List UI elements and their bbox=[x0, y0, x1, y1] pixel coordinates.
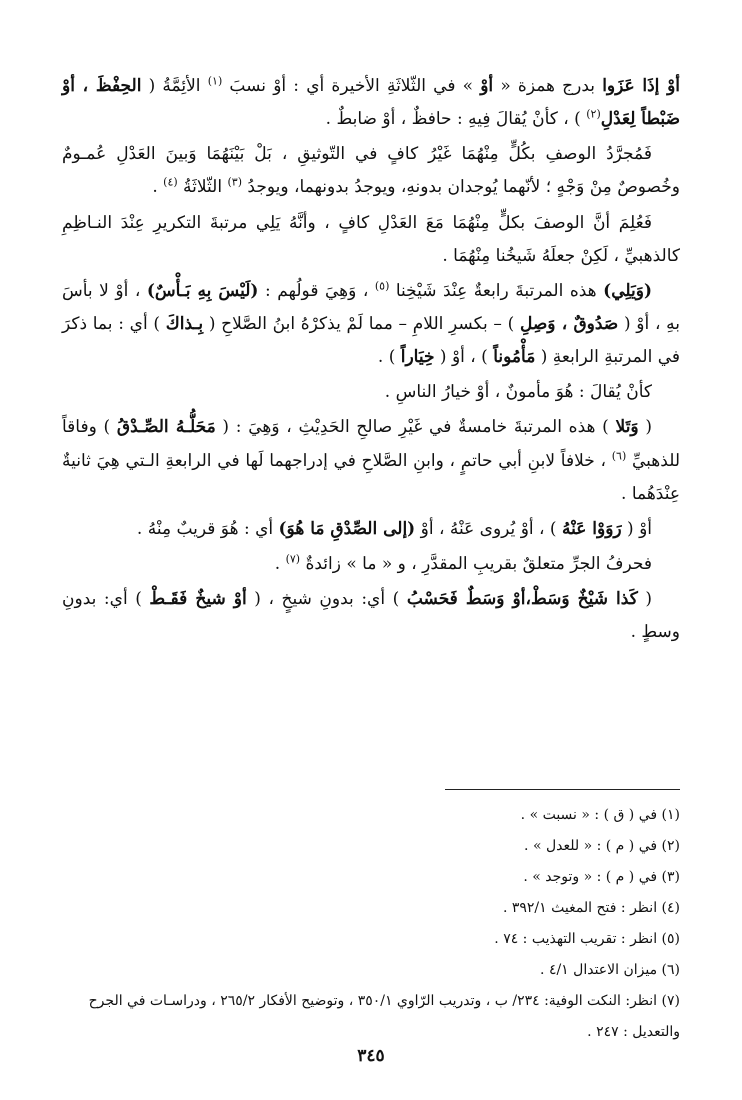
verse-term: أوْ شيخٌ فَقَـطْ bbox=[149, 589, 247, 610]
verse-term: (إلى الصِّدْقِ مَا هُوَ) bbox=[278, 518, 416, 539]
footnote-1: (١) في ( ق ) : « نسبت » . bbox=[520, 807, 680, 823]
paragraph-1: أوْ إذَا عَزَوا بدرج همزة « أوْ » في الثّلاثَةِ الأخيرة أي : أوْ نسبَ $^{(١)}$ الأئِمَّةُ ( الحِفْظَ ، أوْ ضَبْطاً لِعَدْلِ$^{(٢)}$ ) ، كأنْ يُقالَ فِيهِ : حافظٌ ، أوْ ضابطٌ . bbox=[62, 74, 681, 130]
footnote-5: (٥) انظر : تقريب التهذيب : ٧٤ . bbox=[494, 931, 680, 947]
page-number: ٣٤٥ bbox=[357, 1046, 385, 1066]
main-text bbox=[62, 70, 680, 651]
paragraph-8: فحرفُ الجرِّ متعلقٌ بقريبِ المقدَّرِ ، و « ما » زائدةٌ $^{(٧)}$ . bbox=[274, 552, 652, 574]
verse-term: رَوَوْا عَنْهُ bbox=[561, 518, 622, 539]
footnote-4: (٤) انظر : فتح المغيث ٣٩٢/١ . bbox=[502, 900, 680, 916]
footnote-6: (٦) ميزان الاعتدال ٤/١ . bbox=[540, 962, 680, 978]
paragraph-6: ( وَتَلا ) هذه المرتبةَ خامسةٌ في غَيْرِ صالحِ الحَدِيْثِ ، وَهِيَ : ( مَحَلُّـهُ الصِّـدْقُ ) وفاقاً للذهبيِّ $^{(٦)}$ ، خلافاً لابنِ أبي حاتمٍ ، وابنِ الصَّلاحِ في إدراجهما لَها في الرابعةِ الـتي هِيَ ثانيةٌ عِنْدَهُما . bbox=[62, 417, 681, 504]
verse-term: صَدُوقٌ ، وَصِلِ bbox=[520, 313, 619, 334]
verse-term: خِيَاراً bbox=[400, 347, 435, 368]
paragraph-9: ( كَذا شَيْخٌ وَسَطْ،أوْ وَسَطٌ فَحَسْبُ ) أي: بدونِ شيخٍ ، ( أوْ شيخٌ فَقَـطْ ) أي: بدونِ وسطٍ . bbox=[62, 589, 680, 643]
footnote-divider bbox=[445, 789, 680, 790]
footnote-ref-5: (٥) bbox=[374, 279, 390, 293]
paragraph-5: كأنْ يُقالَ : هُوَ مأمونٌ ، أوْ خيارُ الناسِ . bbox=[384, 382, 652, 403]
paragraph-4: (وَيَلِي) هذه المرتبةَ رابعةٌ عِنْدَ شَيْخِنا $^{(٥)}$ ، وَهِيَ قولُهم : (لَيْسَ بِهِ بَـأْسٌ) ، أوْ لا بأسَ بهِ ، أوْ ( صَدُوقٌ ، وَصِلِ ) – بكسرِ اللامِ – مما لَمْ يذكرْهُ ابنُ الصَّلاحِ ( بِـذاكَ ) أي : بما ذكرَ في المرتبةِ الرابعةِ ( مَأْمُوناً ) ، أوْ ( خِيَاراً ) . bbox=[62, 279, 680, 368]
footnote-ref-2: (٢) bbox=[586, 107, 601, 121]
footnote-7: (٧) انظر: النكت الوفية: ٢٣٤/ ب ، وتدريب الرّاوي ٣٥٠/١ ، وتوضيح الأفكار ٢٦٥/٢ ، ودراسـات في الجرح والتعديل : ٢٤٧ . bbox=[88, 993, 680, 1040]
footnote-ref-1: (١) bbox=[207, 74, 223, 88]
footnote-ref-6: (٦) bbox=[611, 448, 627, 462]
verse-term: بِـذاكَ bbox=[165, 313, 204, 334]
footnotes bbox=[62, 800, 680, 1048]
verse-term: (وَيَلِي) bbox=[603, 280, 652, 301]
verse-term: مَأْمُوناً bbox=[493, 347, 536, 368]
footnote-ref-4: (٤) bbox=[163, 175, 178, 189]
verse-term: أوْ إذَا عَزَوا bbox=[602, 76, 681, 96]
verse-term: (لَيْسَ بِهِ بَـأْسٌ) bbox=[146, 280, 259, 301]
paragraph-7: أوْ ( رَوَوْا عَنْهُ ) ، أوْ يُروى عَنْهُ ، أوْ (إلى الصِّدْقِ مَا هُوَ) أي : هُوَ قريبٌ مِنْهُ . bbox=[136, 518, 652, 539]
verse-term: مَحَلُّـهُ الصِّـدْقُ bbox=[116, 417, 216, 438]
footnote-ref-7: (٧) bbox=[285, 552, 301, 566]
verse-term: وَتَلا bbox=[615, 417, 639, 438]
verse-term: كَذا شَيْخٌ وَسَطْ،أوْ وَسَطٌ فَحَسْبُ bbox=[406, 589, 638, 610]
footnote-2: (٢) في ( م ) : « للعدل » . bbox=[524, 838, 680, 854]
footnote-ref-3: (٣) bbox=[227, 175, 243, 189]
footnote-3: (٣) في ( م ) : « وتوجد » . bbox=[523, 869, 680, 885]
paragraph-2: فَمُجرَّدُ الوصفِ بكُلٍّ مِنْهُمَا غَيْرُ كافٍ في التّوثيقِ ، بَلْ بَيْنَهُمَا وَبينَ العَدْلِ عُمـومٌ وخُصوصٌ مِنْ وَجْهٍ ؛ لأنّهما يُوجدان بدونهِ، ويوجدُ بدونهما، ويوجدُ $^{(٣)}$ الثّلاثَةُ $^{(٤)}$ . bbox=[62, 144, 680, 198]
verse-term: الحِفْظَ ، أوْ ضَبْطاً لِعَدْلِ bbox=[62, 76, 680, 130]
paragraph-3: فَعُلِمَ أنَّ الوصفَ بكلٍّ مِنْهُمَا مَعَ العَدْلِ كافٍ ، وأنَّهُ يَلِي مرتبةَ التكريرِ عِنْدَ النـاظِمِ كالذهبيِّ ، لَكِنْ جعلَهُ شَيخُنا مِنْهُمَا . bbox=[62, 212, 680, 266]
